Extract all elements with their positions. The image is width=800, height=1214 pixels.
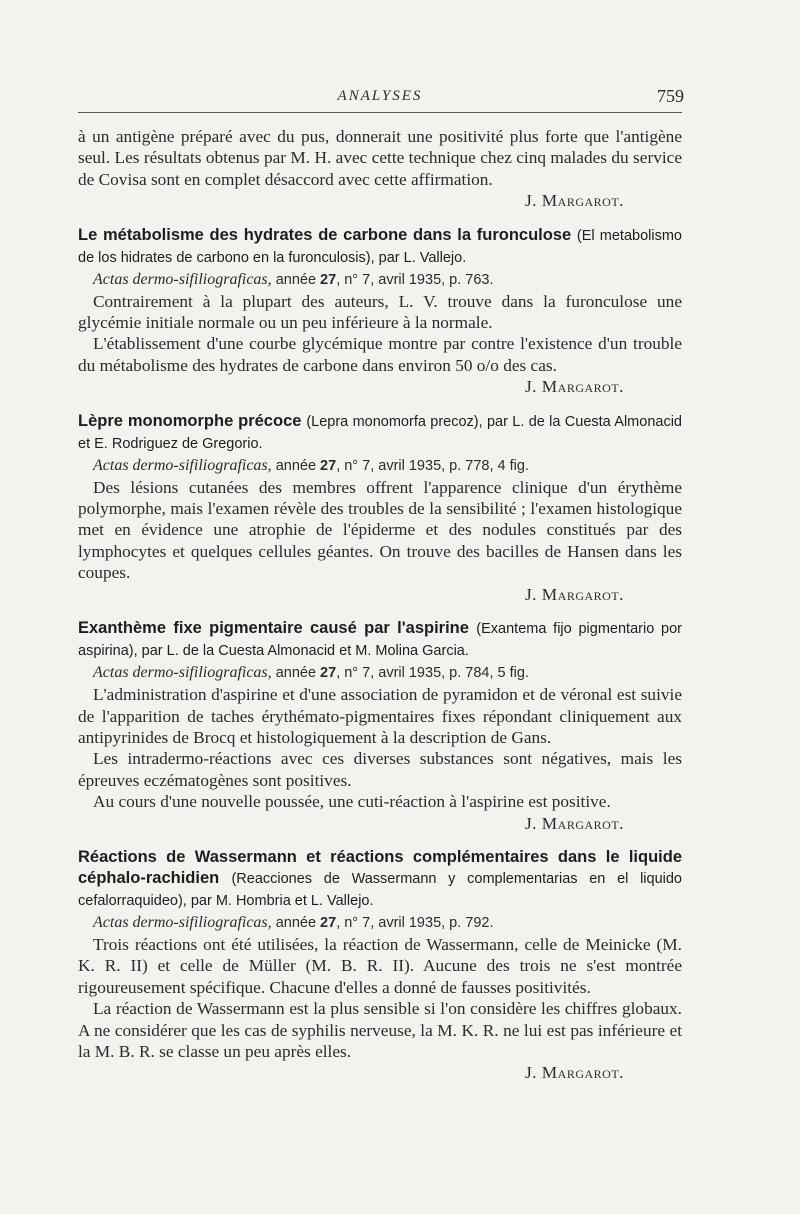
header-rule [78, 112, 682, 113]
entry-paragraph: La réaction de Wassermann est la plus sensible si l'on considère les chiffres globaux. A ne considérer que les cas de syphilis nerveuse, la M. K. R. ne lui est pas inférieure et la M. B. R. se classe un peu après elles. [78, 999, 682, 1061]
entry-title [78, 411, 682, 455]
intro-paragraph: à un antigène préparé avec du pus, donnerait une positivité plus forte que l'antigène seul. Les résultats obtenus par M. H. avec cette technique chez cinq malades du service de Covisa sont en complet désaccord avec cette affirmation. [78, 127, 682, 189]
signature: J. Margarot. [524, 584, 624, 604]
signature: J. Margarot. [524, 191, 624, 211]
entry-paragraph: Au cours d'une nouvelle poussée, une cuti-réaction à l'aspirine est positive. [93, 792, 611, 812]
entry-citation [78, 662, 682, 684]
citation-prefix: année [275, 271, 321, 288]
review-entry [78, 847, 682, 1084]
citation-details: , n° 7, avril 1935, p. 784, 5 fig. [336, 665, 529, 682]
journal-name: Actas dermo-sifiliograficas, [93, 456, 272, 474]
citation-details: , n° 7, avril 1935, p. 763. [336, 271, 494, 288]
journal-name: Actas dermo-sifiliograficas, [93, 664, 272, 682]
entry-title [78, 225, 682, 269]
entry-paragraph: L'établissement d'une courbe glycémique montre par contre l'existence d'un trouble du métabolisme des hydrates de carbone dans environ 50 o/o des cas. [78, 334, 682, 375]
volume-number: 27 [320, 457, 337, 474]
citation-details: , n° 7, avril 1935, p. 792. [336, 914, 494, 931]
signature: J. Margarot. [524, 1063, 624, 1083]
entry-citation [78, 269, 682, 291]
entry-title-text: Exanthème fixe pigmentaire causé par l'aspirine [78, 619, 469, 638]
page-number: 759 [657, 86, 684, 106]
entry-title-text: Le métabolisme des hydrates de carbone dans la furonculose [78, 225, 572, 244]
entry-original-title: (Reacciones de Wassermann y complementarias en el liquido cefalorraquideo), par M. Hombria et L. Vallejo. [78, 870, 682, 909]
volume-number: 27 [320, 914, 337, 931]
entry-paragraph: Des lésions cutanées des membres offrent l'apparence clinique d'un érythème polymorphe, mais l'examen révèle des troubles de la sensibilité ; l'examen histologique met en évidence une atrophie de l'épiderme et des nodules constitués par des lymphocytes et quelques cellules géantes. On trouve des bacilles de Hansen dans les coupes. [78, 477, 682, 583]
journal-name: Actas dermo-sifiliograficas, [93, 913, 272, 931]
entry-paragraph: Trois réactions ont été utilisées, la réaction de Wassermann, celle de Meinicke (M. K. R. II) et celle de Müller (M. B. R. II). Aucune des trois ne s'est montrée rigoureusement spécifique. Chacune d'elles a donné de fausses positivités. [78, 934, 682, 997]
running-head: ANALYSES [337, 88, 423, 104]
journal-name: Actas dermo-sifiliograficas, [93, 270, 272, 288]
review-entry [78, 411, 682, 605]
review-entry [78, 225, 682, 398]
citation-details: , n° 7, avril 1935, p. 778, 4 fig. [336, 457, 529, 474]
entry-title [78, 847, 682, 912]
entry-citation [78, 912, 682, 934]
entry-citation [78, 455, 682, 477]
citation-prefix: année [275, 665, 321, 682]
volume-number: 27 [320, 665, 337, 682]
review-entry [78, 618, 682, 834]
entry-paragraph: Contrairement à la plupart des auteurs, L. V. trouve dans la furonculose une glycémie initiale normale ou un peu inférieure à la normale. [78, 291, 682, 333]
entry-paragraph: Les intradermo-réactions avec ces diverses substances sont négatives, mais les épreuves eczématogènes sont positives. [78, 749, 682, 790]
entry-original-title: (Lepra monomorfa precoz), par L. de la Cuesta Almonacid et E. Rodriguez de Gregorio. [78, 413, 682, 452]
entry-title-text: Lèpre monomorphe précoce [78, 411, 302, 430]
volume-number: 27 [320, 271, 337, 288]
page-body [78, 126, 682, 1084]
citation-prefix: année [275, 914, 321, 931]
citation-prefix: année [275, 457, 321, 474]
entry-paragraph: L'administration d'aspirine et d'une association de pyramidon et de véronal est suivie de l'apparition de taches érythémato-pigmentaires fixes répondant cliniquement aux antipyrinides de Brocq et histologiquement à la description de Gans. [78, 685, 682, 747]
signature: J. Margarot. [524, 813, 624, 833]
page-header [78, 88, 682, 114]
entry-title-text: Réactions de Wassermann et réactions complémentaires dans le liquide céphalo-rachidien [78, 847, 682, 887]
entry-original-title: (El metabolismo de los hidrates de carbono en la furonculosis), par L. Vallejo. [78, 227, 682, 266]
entry-original-title: (Exantema fijo pigmentario por aspirina), par L. de la Cuesta Almonacid et M. Molina Garcia. [78, 621, 682, 660]
entry-title [78, 618, 682, 662]
signature: J. Margarot. [524, 377, 624, 397]
